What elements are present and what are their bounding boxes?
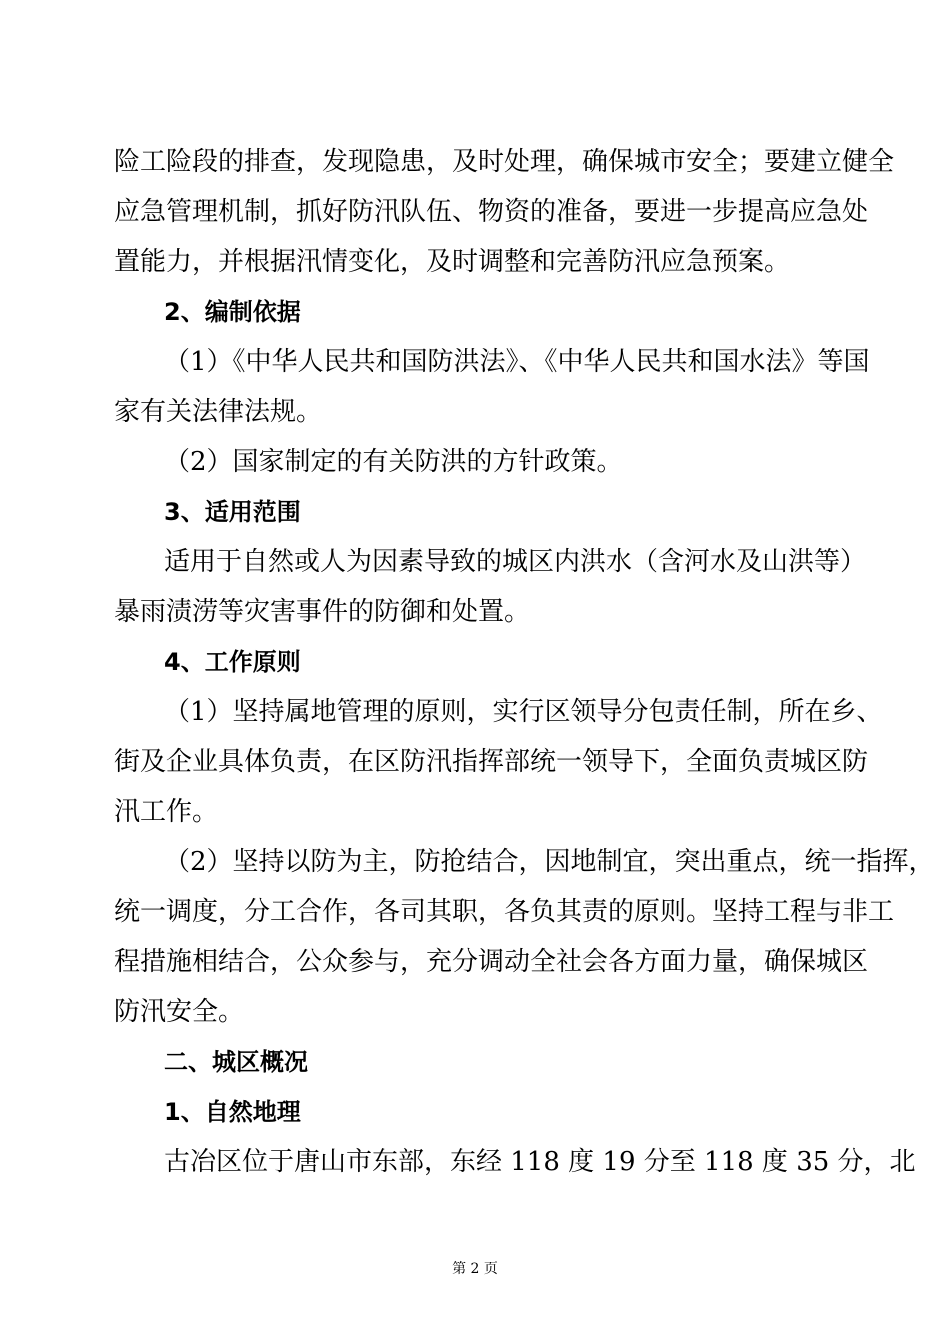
- body-text-line: 街及企业具体负责，在区防汛指挥部统一领导下，全面负责城区防: [114, 747, 869, 777]
- body-text-line: 统一调度，分工合作，各司其职，各负其责的原则。坚持工程与非工: [114, 897, 895, 927]
- section-heading: 2、编制依据: [164, 298, 301, 326]
- body-text-line: （1）坚持属地管理的原则，实行区领导分包责任制，所在乡、: [164, 697, 883, 727]
- section-heading: 1、自然地理: [164, 1098, 301, 1126]
- body-text-line: 险工险段的排查，发现隐患，及时处理，确保城市安全；要建立健全: [114, 147, 895, 177]
- section-heading: 3、适用范围: [164, 498, 301, 526]
- page-number: 第 2 页: [452, 1261, 498, 1277]
- body-text-line: 程措施相结合，公众参与，充分调动全社会各方面力量，确保城区: [114, 947, 869, 977]
- body-text-line: 汛工作。: [114, 797, 219, 827]
- body-text-line: （2）坚持以防为主，防抢结合，因地制宜，突出重点，统一指挥，: [164, 847, 935, 877]
- body-text-line: 适用于自然或人为因素导致的城区内洪水（含河水及山洪等）: [164, 547, 867, 577]
- section-heading: 4、工作原则: [164, 648, 301, 676]
- body-text-line: 置能力，并根据汛情变化，及时调整和完善防汛应急预案。: [114, 247, 791, 277]
- body-text-line: （1）《中华人民共和国防洪法》、《中华人民共和国水法》等国: [164, 347, 870, 377]
- body-text-line: 应急管理机制，抓好防汛队伍、物资的准备，要进一步提高应急处: [114, 197, 869, 227]
- body-text-line: 暴雨渍涝等灾害事件的防御和处置。: [114, 597, 531, 627]
- chapter-heading: 二、城区概况: [164, 1048, 308, 1076]
- body-text-line: 古冶区位于唐山市东部，东经 118 度 19 分至 118 度 35 分，北: [164, 1147, 916, 1177]
- body-text-line: （2）国家制定的有关防洪的方针政策。: [164, 447, 623, 477]
- body-text-line: 防汛安全。: [114, 997, 245, 1027]
- body-text-line: 家有关法律法规。: [114, 397, 323, 427]
